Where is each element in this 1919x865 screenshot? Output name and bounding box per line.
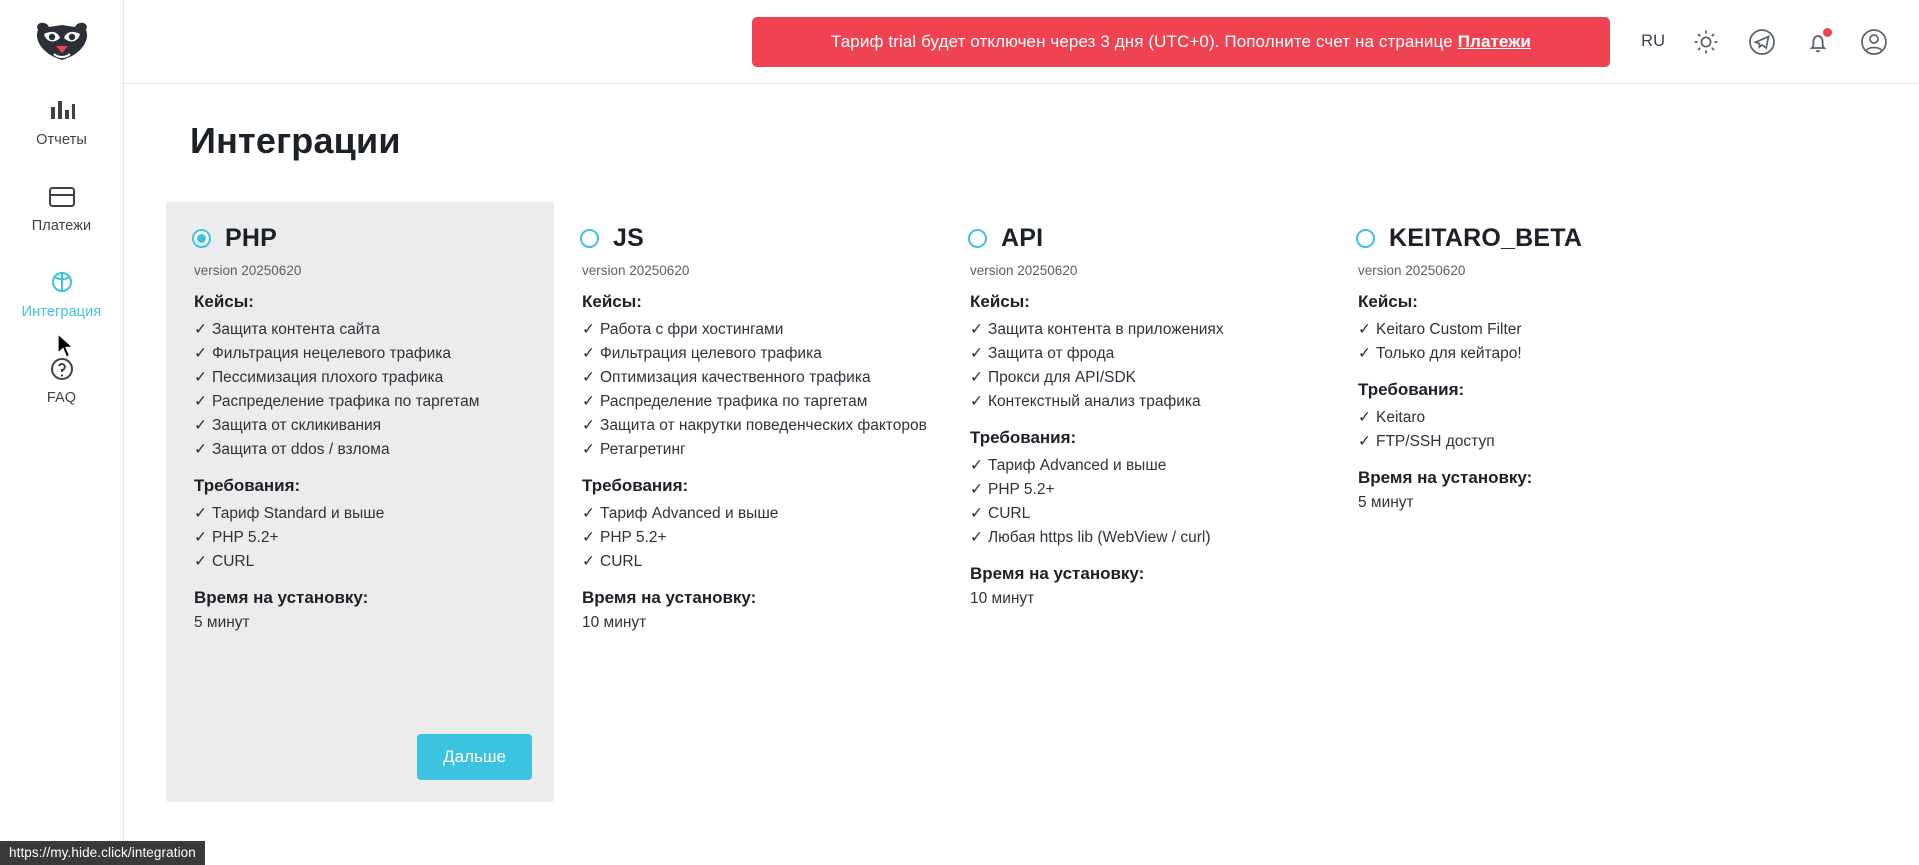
- radio-php[interactable]: [192, 229, 211, 248]
- check-icon: ✓: [194, 369, 207, 386]
- card-title: PHP: [225, 224, 278, 252]
- install-time-value: 5 минут: [1358, 494, 1414, 511]
- check-icon: ✓: [194, 417, 207, 434]
- language-switcher[interactable]: RU: [1641, 32, 1665, 50]
- list-item: ✓ Тариф Advanced и выше: [970, 457, 1167, 474]
- card-title: API: [1001, 224, 1044, 252]
- requirements-title: Требования:: [194, 476, 301, 495]
- sidebar-item-reports[interactable]: [0, 84, 124, 156]
- check-icon: ✓: [1358, 345, 1371, 362]
- trial-alert-text: Тариф trial будет отключен через 3 дня (UTC+0). Пополните счет на странице: [831, 32, 1453, 51]
- list-item: ✓ CURL: [194, 553, 255, 570]
- check-icon: ✓: [582, 441, 595, 458]
- list-item: ✓ PHP 5.2+: [582, 529, 667, 546]
- integration-card-api[interactable]: [942, 202, 1330, 634]
- cases-list: [194, 318, 528, 462]
- card-title: JS: [613, 224, 644, 252]
- theme-toggle-sun-icon[interactable]: [1691, 27, 1721, 57]
- check-icon: ✓: [194, 529, 207, 546]
- check-icon: ✓: [582, 529, 595, 546]
- list-item: ✓ Фильтрация целевого трафика: [582, 345, 822, 362]
- check-icon: ✓: [582, 345, 595, 362]
- check-icon: ✓: [582, 417, 595, 434]
- card-header: [1356, 224, 1692, 253]
- install-time-title: Время на установку:: [1358, 468, 1533, 487]
- cases-title: Кейсы:: [194, 292, 254, 311]
- list-item: ✓ Пессимизация плохого трафика: [194, 369, 444, 386]
- logo[interactable]: [0, 0, 124, 84]
- sidebar-item-label: Отчеты: [36, 132, 87, 148]
- cases-title: Кейсы:: [1358, 292, 1418, 311]
- question-circle-icon: [47, 352, 77, 386]
- install-time-value: 5 минут: [194, 614, 250, 631]
- check-icon: ✓: [582, 321, 595, 338]
- check-icon: ✓: [970, 393, 983, 410]
- sidebar-item-label: Платежи: [31, 218, 92, 234]
- telegram-icon[interactable]: [1747, 27, 1777, 57]
- list-item: ✓ Keitaro Custom Filter: [1358, 321, 1522, 338]
- radio-api[interactable]: [968, 229, 987, 248]
- integration-card-js[interactable]: [554, 202, 942, 658]
- requirements-title: Требования:: [1358, 380, 1465, 399]
- integration-card-php[interactable]: [166, 202, 554, 802]
- list-item: ✓ Только для кейтаро!: [1358, 345, 1522, 362]
- card-version: version 20250620: [1358, 263, 1466, 278]
- radio-js[interactable]: [580, 229, 599, 248]
- list-item: ✓ Фильтрация нецелевого трафика: [194, 345, 451, 362]
- requirements-list: [1358, 406, 1692, 454]
- sidebar-item-faq[interactable]: [0, 342, 124, 414]
- card-version: version 20250620: [582, 263, 690, 278]
- list-item: ✓ Защита от ddos / взлома: [194, 441, 390, 458]
- install-time-title: Время на установку:: [194, 588, 369, 607]
- radio-keitaro-beta[interactable]: [1356, 229, 1375, 248]
- list-item: ✓ FTP/SSH доступ: [1358, 433, 1495, 450]
- install-time-title: Время на установку:: [970, 564, 1145, 583]
- check-icon: ✓: [970, 481, 983, 498]
- list-item: ✓ Тариф Advanced и выше: [582, 505, 779, 522]
- cases-list: [970, 318, 1304, 414]
- list-item: ✓ Любая https lib (WebView / curl): [970, 529, 1211, 546]
- cases-title: Кейсы:: [970, 292, 1030, 311]
- check-icon: ✓: [194, 441, 207, 458]
- check-icon: ✓: [1358, 433, 1371, 450]
- list-item: ✓ Keitaro: [1358, 409, 1426, 426]
- sidebar: [0, 0, 124, 865]
- list-item: ✓ CURL: [970, 505, 1031, 522]
- list-item: ✓ Распределение трафика по таргетам: [582, 393, 868, 410]
- check-icon: ✓: [194, 321, 207, 338]
- list-item: ✓ Оптимизация качественного трафика: [582, 369, 871, 386]
- list-item: ✓ PHP 5.2+: [194, 529, 279, 546]
- sidebar-item-label: Интеграция: [21, 304, 102, 320]
- status-bar-url: https://my.hide.click/integration: [0, 841, 205, 865]
- check-icon: ✓: [1358, 409, 1371, 426]
- check-icon: ✓: [970, 529, 983, 546]
- cases-list: [1358, 318, 1692, 366]
- cases-list: [582, 318, 927, 462]
- check-icon: ✓: [194, 345, 207, 362]
- list-item: ✓ Контекстный анализ трафика: [970, 393, 1201, 410]
- bar-chart-icon: [47, 94, 77, 128]
- notifications-bell-icon[interactable]: [1803, 27, 1833, 57]
- page-title: Интеграции: [190, 120, 401, 161]
- check-icon: ✓: [582, 553, 595, 570]
- list-item: ✓ Прокси для API/SDK: [970, 369, 1136, 386]
- requirements-title: Требования:: [582, 476, 689, 495]
- cases-title: Кейсы:: [582, 292, 642, 311]
- list-item: ✓ Ретагретинг: [582, 441, 686, 458]
- list-item: ✓ Распределение трафика по таргетам: [194, 393, 480, 410]
- payments-link[interactable]: Платежи: [1457, 32, 1531, 51]
- install-time-title: Время на установку:: [582, 588, 757, 607]
- check-icon: ✓: [194, 393, 207, 410]
- user-account-icon[interactable]: [1859, 27, 1889, 57]
- trial-alert-banner: [752, 17, 1610, 67]
- requirements-list: [194, 502, 528, 574]
- check-icon: ✓: [970, 505, 983, 522]
- install-time-value: 10 минут: [582, 614, 647, 631]
- main-content: [124, 84, 1919, 865]
- list-item: ✓ Защита от скликивания: [194, 417, 382, 434]
- check-icon: ✓: [582, 369, 595, 386]
- list-item: ✓ Защита от фрода: [970, 345, 1115, 362]
- topbar-actions: [1641, 27, 1889, 57]
- list-item: ✓ PHP 5.2+: [970, 481, 1055, 498]
- requirements-title: Требования:: [970, 428, 1077, 447]
- list-item: ✓ Защита контента в приложениях: [970, 321, 1224, 338]
- check-icon: ✓: [970, 457, 983, 474]
- sidebar-item-payments[interactable]: [0, 170, 124, 242]
- check-icon: ✓: [194, 553, 207, 570]
- check-icon: ✓: [1358, 321, 1371, 338]
- sidebar-nav: [0, 84, 124, 428]
- notification-badge-dot: [1823, 28, 1832, 37]
- card-header: [192, 224, 528, 253]
- card-title: KEITARO_BETA: [1389, 224, 1583, 252]
- next-button[interactable]: Дальше: [417, 734, 532, 780]
- sidebar-item-label: FAQ: [46, 390, 77, 406]
- card-icon: [46, 180, 78, 214]
- requirements-list: [970, 454, 1304, 550]
- list-item: ✓ Работа с фри хостингами: [582, 321, 784, 338]
- card-version: version 20250620: [194, 263, 302, 278]
- list-item: ✓ CURL: [582, 553, 643, 570]
- integration-cards: [166, 202, 1879, 802]
- list-item: ✓ Защита от накрутки поведенческих факторов: [582, 417, 927, 434]
- card-version: version 20250620: [970, 263, 1078, 278]
- card-header: [580, 224, 916, 253]
- check-icon: ✓: [970, 321, 983, 338]
- list-item: ✓ Защита контента сайта: [194, 321, 380, 338]
- topbar: [124, 0, 1919, 84]
- requirements-list: [582, 502, 916, 574]
- check-icon: ✓: [970, 369, 983, 386]
- install-time-value: 10 минут: [970, 590, 1035, 607]
- list-item: ✓ Тариф Standard и выше: [194, 505, 385, 522]
- check-icon: ✓: [970, 345, 983, 362]
- check-icon: ✓: [582, 505, 595, 522]
- integration-card-keitaro-beta[interactable]: [1330, 202, 1718, 538]
- card-header: [968, 224, 1304, 253]
- raccoon-logo-icon: [32, 20, 92, 64]
- check-icon: ✓: [582, 393, 595, 410]
- integration-icon: [46, 266, 78, 300]
- check-icon: ✓: [194, 505, 207, 522]
- sidebar-item-integration[interactable]: [0, 256, 124, 328]
